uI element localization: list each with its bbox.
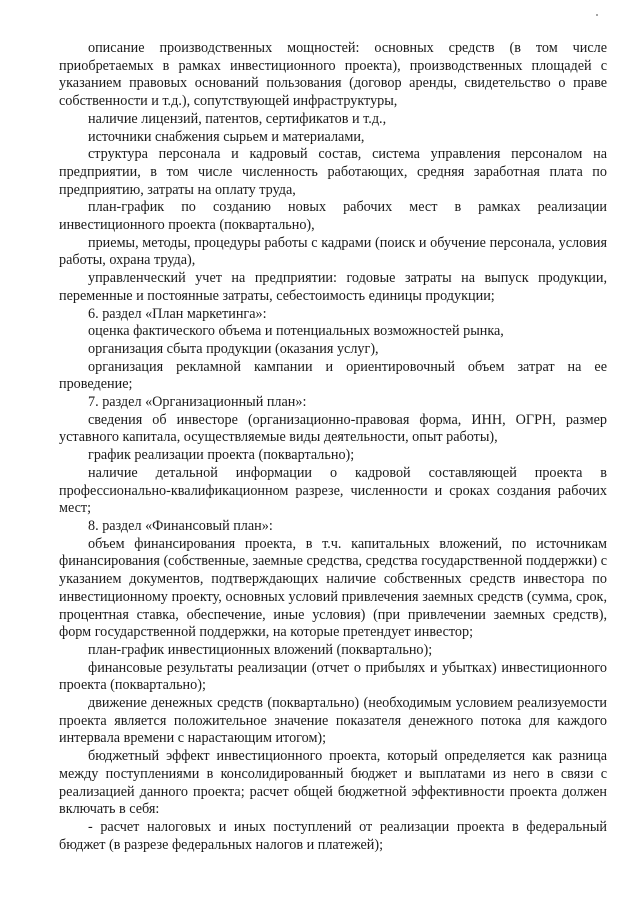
- paragraph: описание производственных мощностей: основных средств (в том числе приобретаемых в рамках инвестиционного проекта), производственных площадей с указанием правовых оснований пользования (договор аренды, свидетельство о праве собственности и т.д.), сопутствующей инфраструктуры,: [59, 40, 607, 110]
- paragraph: движение денежных средств (поквартально) (необходимым условием реализуемости проекта является положительное значение показателя денежного потока для каждого интервала времени с нарастающим итогом);: [59, 695, 607, 747]
- paragraph: источники снабжения сырьем и материалами,: [88, 128, 365, 145]
- document-body: [59, 40, 607, 854]
- paragraph: наличие детальной информации о кадровой составляющей проекта в профессионально-квалификационном разрезе, численности и сроках создания рабочих мест;: [59, 464, 607, 517]
- paragraph: бюджетный эффект инвестиционного проекта, который определяется как разница между поступлениями в консолидированный бюджет и выплатами из него в связи с реализацией данного проекта; расчет общей бюджетной эффективности проекта должен включать в себя:: [59, 748, 607, 818]
- paragraph: наличие лицензий, патентов, сертификатов и т.д.,: [88, 110, 387, 127]
- paragraph: сведения об инвесторе (организационно-правовая форма, ИНН, ОГРН, размер уставного капитала, осуществляемые виды деятельности, опыт работы),: [59, 411, 607, 446]
- section-heading: 6. раздел «План маркетинга»:: [88, 305, 267, 322]
- paragraph: объем финансирования проекта, в т.ч. капитальных вложений, по источникам финансирования (собственные, заемные средства, средства государственной поддержки) с указанием документов, подтверждающих наличие собственных средств инвестора по инвестиционному проекту, основных условий привлечения заемных средств (сумма, срок, процентная ставка, обеспечение, иные условия) (при привлечении заемных средств), форм государственной поддержки, на которые претендует инвестор;: [59, 535, 607, 641]
- paragraph: финансовые результаты реализации (отчет о прибылях и убытках) инвестиционного проекта (поквартально);: [59, 659, 607, 694]
- paragraph: оценка фактического объема и потенциальных возможностей рынка,: [88, 323, 504, 340]
- section-heading: 7. раздел «Организационный план»:: [88, 394, 307, 411]
- paragraph: план-график по созданию новых рабочих мест в рамках реализации инвестиционного проекта (поквартально),: [59, 199, 607, 234]
- paragraph: план-график инвестиционных вложений (поквартально);: [88, 641, 433, 658]
- scan-speck: [596, 14, 598, 16]
- section-heading: 8. раздел «Финансовый план»:: [88, 517, 273, 534]
- paragraph: график реализации проекта (поквартально);: [88, 447, 355, 464]
- paragraph: структура персонала и кадровый состав, система управления персоналом на предприятии, в том числе численность работающих, средняя заработная плата по предприятию, затраты на оплату труда,: [59, 146, 607, 198]
- paragraph: организация сбыта продукции (оказания услуг),: [88, 340, 379, 357]
- paragraph: управленческий учет на предприятии: годовые затраты на выпуск продукции, переменные и постоянные затраты, себестоимость единицы продукции;: [59, 270, 607, 304]
- paragraph: приемы, методы, процедуры работы с кадрами (поиск и обучение персонала, условия работы, охрана труда),: [59, 234, 607, 269]
- paragraph: организация рекламной кампании и ориентировочный объем затрат на ее проведение;: [59, 358, 607, 393]
- paragraph: - расчет налоговых и иных поступлений от реализации проекта в федеральный бюджет (в разрезе федеральных налогов и платежей);: [59, 818, 607, 853]
